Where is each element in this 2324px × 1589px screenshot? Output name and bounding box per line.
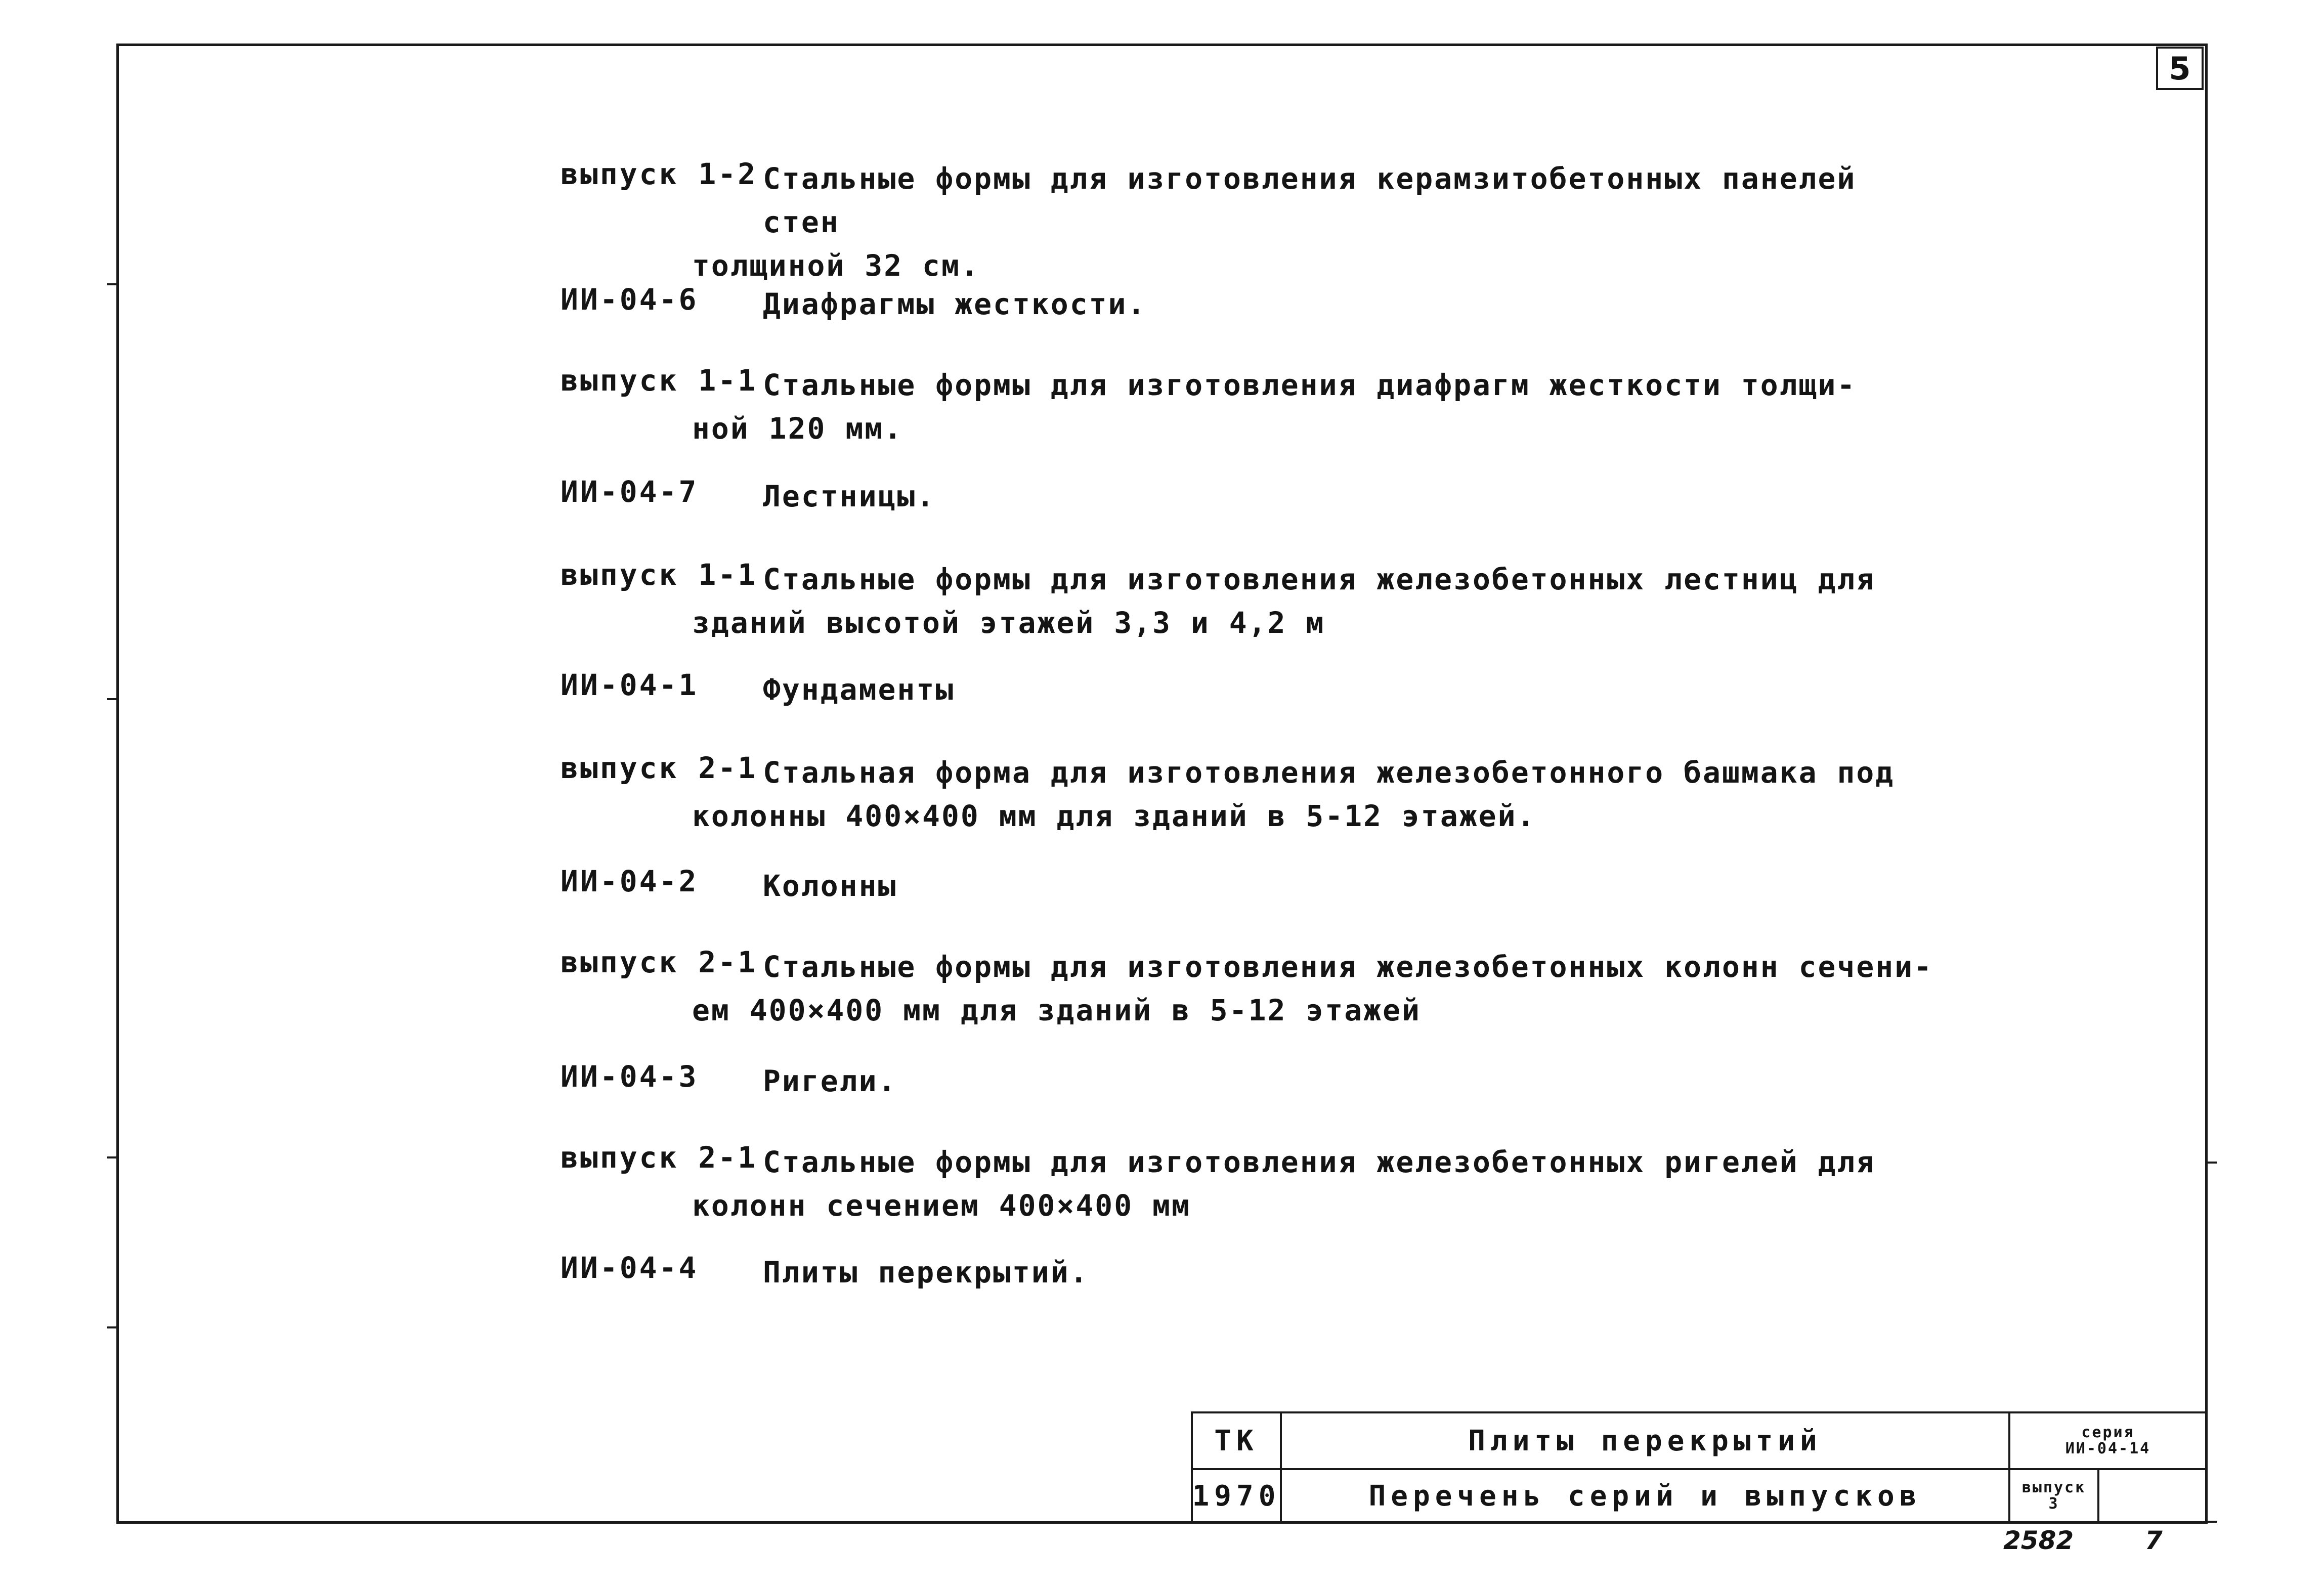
- entry-code: ИИ-04-3: [561, 1059, 699, 1094]
- entry-text: [763, 864, 1947, 908]
- entry-line: Фундаменты: [763, 672, 955, 707]
- margin-tick: [2207, 1162, 2217, 1164]
- entry-text: [692, 945, 1947, 1032]
- entry-line: Стальные формы для изготовления керамзитобетонных панелей стен: [763, 161, 1857, 239]
- entry-line: ем 400×400 мм для зданий в 5-12 этажей: [692, 993, 1421, 1027]
- entry-line: Стальные формы для изготовления железобетонных ригелей для: [763, 1145, 1876, 1179]
- title-block-year: 1970: [1191, 1468, 1280, 1524]
- entry-code: выпуск 2-1: [561, 751, 758, 785]
- series-value: ИИ-04-14: [2065, 1440, 2151, 1457]
- stamp-number: 2582: [2003, 1526, 2074, 1555]
- margin-tick: [2207, 1521, 2217, 1523]
- entry-line: Стальные формы для изготовления железобетонных лестниц для: [763, 562, 1876, 596]
- issue-value: 3: [2048, 1495, 2059, 1513]
- entry-line: Стальная форма для изготовления железобетонного башмака под: [763, 755, 1895, 790]
- title-block-issue: [2008, 1468, 2097, 1524]
- title-block-title: Плиты перекрытий: [1280, 1411, 2008, 1468]
- entry-code: ИИ-04-6: [561, 282, 699, 317]
- margin-tick: [107, 1156, 118, 1158]
- title-block-org: ТК: [1191, 1411, 1280, 1468]
- entry-code: ИИ-04-4: [561, 1251, 699, 1285]
- title-block-empty-cell: [2097, 1468, 2208, 1524]
- entry-line: Диафрагмы жесткости.: [763, 287, 1147, 321]
- entry-line: ной 120 мм.: [692, 411, 903, 446]
- entry-code: выпуск 1-1: [561, 363, 758, 398]
- entry-line: Лестницы.: [763, 479, 936, 513]
- title-block-series: [2008, 1411, 2208, 1468]
- entry-text: [692, 157, 1947, 287]
- entry-code: выпуск 2-1: [561, 945, 758, 979]
- entry-code: выпуск 1-2: [561, 157, 758, 191]
- sheet-number: 7: [2145, 1526, 2163, 1555]
- entry-code: ИИ-04-7: [561, 475, 699, 509]
- entry-code: выпуск 2-1: [561, 1140, 758, 1175]
- entry-line: Стальные формы для изготовления диафрагм жесткости толщи-: [763, 368, 1857, 402]
- issue-label: выпуск: [2021, 1479, 2086, 1496]
- entry-text: [763, 1059, 1947, 1103]
- margin-tick: [107, 283, 118, 285]
- series-label: серия: [2081, 1424, 2135, 1441]
- entry-code: выпуск 1-1: [561, 557, 758, 592]
- entry-text: [763, 282, 1947, 326]
- title-block: [1191, 1411, 2208, 1524]
- margin-tick: [107, 698, 118, 700]
- entry-text: [692, 363, 1947, 450]
- entry-code: ИИ-04-2: [561, 864, 699, 898]
- entry-line: Колонны: [763, 869, 897, 903]
- entry-text: [763, 1251, 1947, 1294]
- margin-tick: [107, 1326, 118, 1328]
- entry-line: колонн сечением 400×400 мм: [692, 1188, 1191, 1223]
- entry-text: [692, 557, 1947, 645]
- title-block-subtitle: Перечень серий и выпусков: [1280, 1468, 2008, 1524]
- entry-text: [763, 475, 1947, 518]
- entry-text: [763, 668, 1947, 711]
- entry-line: Ригели.: [763, 1064, 897, 1098]
- entry-line: толщиной 32 см.: [692, 248, 980, 283]
- entry-line: Плиты перекрытий.: [763, 1255, 1089, 1290]
- entry-line: зданий высотой этажей 3,3 и 4,2 м: [692, 606, 1325, 640]
- entry-line: колонны 400×400 мм для зданий в 5-12 этажей.: [692, 799, 1536, 833]
- page-number: 5: [2156, 47, 2204, 90]
- entry-line: Стальные формы для изготовления железобетонных колонн сечени-: [763, 950, 1933, 984]
- entry-text: [692, 751, 1947, 838]
- entry-text: [692, 1140, 1947, 1227]
- entry-code: ИИ-04-1: [561, 668, 699, 702]
